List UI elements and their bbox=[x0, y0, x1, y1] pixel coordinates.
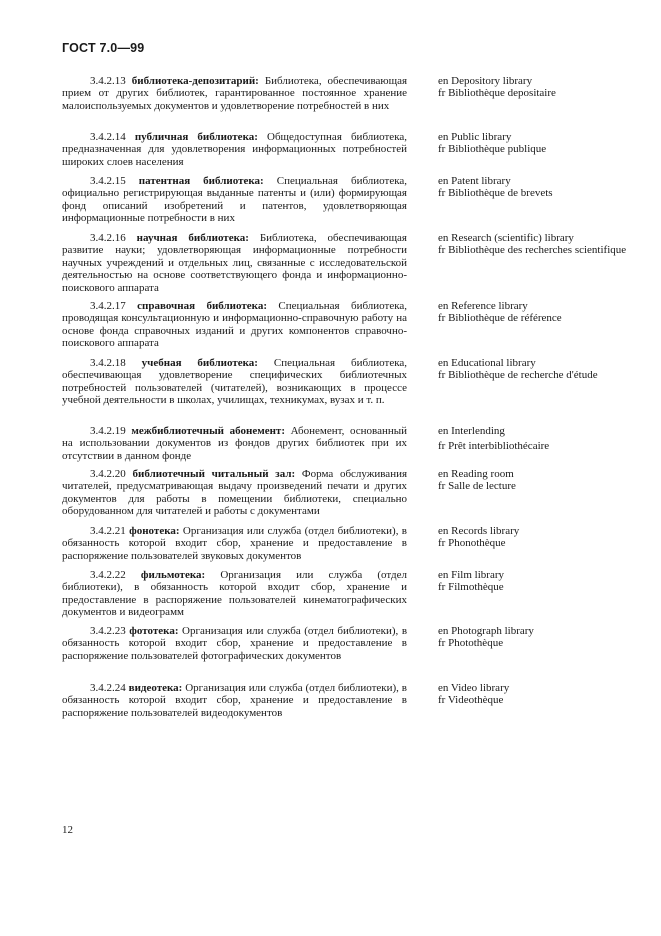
entry-definition bbox=[62, 625, 407, 662]
entry-equivalents bbox=[438, 75, 638, 100]
entry-definition bbox=[62, 175, 407, 225]
term-entries bbox=[62, 75, 627, 719]
entry-3-4-2-16 bbox=[62, 232, 627, 294]
entry-text: Специальная библиотека, проводящая консультационную и информационно-справочную работу на основе фонда справочных изданий и других компонентов справочно-поискового аппарата bbox=[62, 300, 408, 350]
english-equivalent: en Patent library bbox=[438, 175, 511, 187]
entry-text: Организация или служба (отдел библиотеки), в обязанность которой входит сбор, хранение и предоставление в распоряжение пользователей звуковых документов bbox=[62, 525, 408, 562]
entry-definition bbox=[62, 232, 407, 294]
entry-term: фототека: bbox=[129, 625, 179, 637]
document-header: ГОСТ 7.0—99 bbox=[62, 41, 145, 55]
entry-equivalents bbox=[438, 682, 638, 707]
entry-term: научная библиотека: bbox=[136, 232, 249, 244]
entry-3-4-2-22 bbox=[62, 569, 622, 619]
english-equivalent: en Educational library bbox=[438, 357, 536, 369]
entry-number: 3.4.2.17 bbox=[90, 300, 126, 312]
entry-number: 3.4.2.14 bbox=[90, 131, 126, 143]
entry-3-4-2-19 bbox=[62, 425, 622, 462]
entry-number: 3.4.2.20 bbox=[90, 468, 126, 480]
entry-text: Абонемент, основанный на использовании документов из фондов других библиотек при их отсутствии в данном фонде bbox=[62, 425, 408, 462]
french-equivalent: fr Bibliothèque des recherches scientifique bbox=[438, 244, 627, 257]
entry-number: 3.4.2.16 bbox=[90, 232, 126, 244]
entry-equivalents bbox=[438, 468, 638, 493]
entry-equivalents bbox=[438, 175, 638, 200]
entry-term: видеотека: bbox=[128, 682, 183, 694]
entry-definition bbox=[62, 682, 407, 719]
french-equivalent: fr Bibliothèque depositaire bbox=[438, 87, 556, 100]
entry-text: Организация или служба (отдел библиотеки), в обязанность которой входит сбор, хранение и предоставление в распоряжение пользователей видеодокументов bbox=[62, 682, 407, 719]
entry-text: Форма обслуживания читателей, предусматривающая выдачу произведений печати и других документов для работы в помещении библиотеки, специально оборудованном для читателей и работы с документами bbox=[62, 468, 408, 518]
french-equivalent: fr Prêt interbibliothécaire bbox=[438, 440, 550, 453]
entry-text: Библиотека, обеспечивающая развитие науки; удовлетворяющая информационные потребности научных учреждений и отдельных лиц, связанные с исследовательской деятельностью на основе соответствующего фонда и информационно-поискового аппарата bbox=[62, 232, 407, 294]
entry-equivalents bbox=[438, 300, 638, 325]
english-equivalent: en Reference library bbox=[438, 300, 528, 312]
english-equivalent: en Interlending bbox=[438, 425, 505, 437]
entry-3-4-2-15 bbox=[62, 175, 622, 225]
entry-term: фонотека: bbox=[129, 525, 180, 537]
english-equivalent: en Video library bbox=[438, 682, 510, 694]
entry-text: Библиотека, обеспечивающая прием от других библиотек, гарантированное постоянное хранение малоиспользуемых документов и удовлетворение потребностей в них bbox=[62, 75, 408, 112]
entry-definition bbox=[62, 300, 407, 350]
entry-number: 3.4.2.21 bbox=[90, 525, 126, 537]
entry-term: библиотека-депозитарий: bbox=[131, 75, 259, 87]
english-equivalent: en Reading room bbox=[438, 468, 514, 480]
entry-number: 3.4.2.24 bbox=[90, 682, 126, 694]
french-equivalent: fr Phonothèque bbox=[438, 537, 506, 550]
entry-equivalents bbox=[438, 525, 638, 550]
entry-definition bbox=[62, 569, 407, 619]
french-equivalent: fr Bibliothèque de recherche d'étude bbox=[438, 369, 598, 382]
french-equivalent: fr Bibliothèque de référence bbox=[438, 312, 562, 325]
entry-3-4-2-18 bbox=[62, 357, 622, 407]
entry-term: фильмотека: bbox=[140, 569, 206, 581]
entry-term: справочная библиотека: bbox=[137, 300, 267, 312]
entry-term: публичная библиотека: bbox=[134, 131, 258, 143]
entry-term: патентная библиотека: bbox=[138, 175, 264, 187]
french-equivalent: fr Bibliothèque publique bbox=[438, 143, 547, 156]
french-equivalent: fr Videothèque bbox=[438, 694, 504, 707]
french-equivalent: fr Filmothèque bbox=[438, 581, 504, 594]
english-equivalent: en Photograph library bbox=[438, 625, 534, 637]
entry-3-4-2-13 bbox=[62, 75, 622, 112]
entry-3-4-2-21 bbox=[62, 525, 622, 562]
english-equivalent: en Public library bbox=[438, 131, 512, 143]
entry-term: библиотечный читальный зал: bbox=[132, 468, 296, 480]
entry-text: Организация или служба (отдел библиотеки), в обязанность которой входит сбор, хранение и предоставление в распоряжение пользователей фотографических документов bbox=[62, 625, 408, 662]
entry-3-4-2-24 bbox=[62, 682, 622, 719]
entry-3-4-2-14 bbox=[62, 131, 622, 168]
entry-equivalents bbox=[438, 569, 638, 594]
entry-equivalents bbox=[438, 131, 638, 156]
entry-definition bbox=[62, 357, 407, 407]
english-equivalent: en Depository library bbox=[438, 75, 533, 87]
entry-term: учебная библиотека: bbox=[141, 357, 258, 369]
entry-3-4-2-17 bbox=[62, 300, 622, 350]
entry-number: 3.4.2.22 bbox=[90, 569, 126, 581]
english-equivalent: en Film library bbox=[438, 569, 504, 581]
entry-text: Организация или служба (отдел библиотеки), в обязанность которой входит сбор, хранение и предоставление в распоряжение пользователей кинематографических документов и видеограмм bbox=[62, 569, 408, 619]
entry-equivalents bbox=[438, 232, 638, 257]
entry-3-4-2-23 bbox=[62, 625, 622, 662]
entry-term: межбиблиотечный абонемент: bbox=[131, 425, 285, 437]
entry-number: 3.4.2.19 bbox=[90, 425, 126, 437]
entry-number: 3.4.2.18 bbox=[90, 357, 126, 369]
english-equivalent: en Research (scientific) library bbox=[438, 232, 574, 244]
french-equivalent: fr Bibliothèque de brevets bbox=[438, 187, 553, 200]
entry-3-4-2-20 bbox=[62, 468, 622, 518]
entry-equivalents bbox=[438, 625, 638, 650]
entry-text: Специальная библиотека, официально регистрирующая выданные патенты и (или) формирующая фонд описаний изобретений и патентов, удовлетворяющая информационные потребности в них bbox=[62, 175, 408, 225]
entry-text: Общедоступная библиотека, предназначенная для удовлетворения информационных потребностей широких слоев населения bbox=[62, 131, 408, 168]
entry-definition bbox=[62, 131, 407, 168]
entry-definition bbox=[62, 468, 407, 518]
english-equivalent: en Records library bbox=[438, 525, 520, 537]
entry-definition bbox=[62, 75, 407, 112]
entry-definition bbox=[62, 425, 407, 462]
french-equivalent: fr Photothèque bbox=[438, 637, 504, 650]
entry-number: 3.4.2.13 bbox=[90, 75, 126, 87]
page-number: 12 bbox=[62, 824, 73, 836]
entry-equivalents bbox=[438, 357, 638, 382]
entry-definition bbox=[62, 525, 407, 562]
entry-equivalents bbox=[438, 425, 638, 453]
entry-number: 3.4.2.15 bbox=[90, 175, 126, 187]
french-equivalent: fr Salle de lecture bbox=[438, 480, 516, 493]
entry-text: Специальная библиотека, обеспечивающая удовлетворение специфических библиотечных потребностей пользователей (читателей), возникающих в процессе учебной деятельности в школах, училищах, техникумах, вузах и т. п. bbox=[62, 357, 408, 407]
entry-number: 3.4.2.23 bbox=[90, 625, 126, 637]
